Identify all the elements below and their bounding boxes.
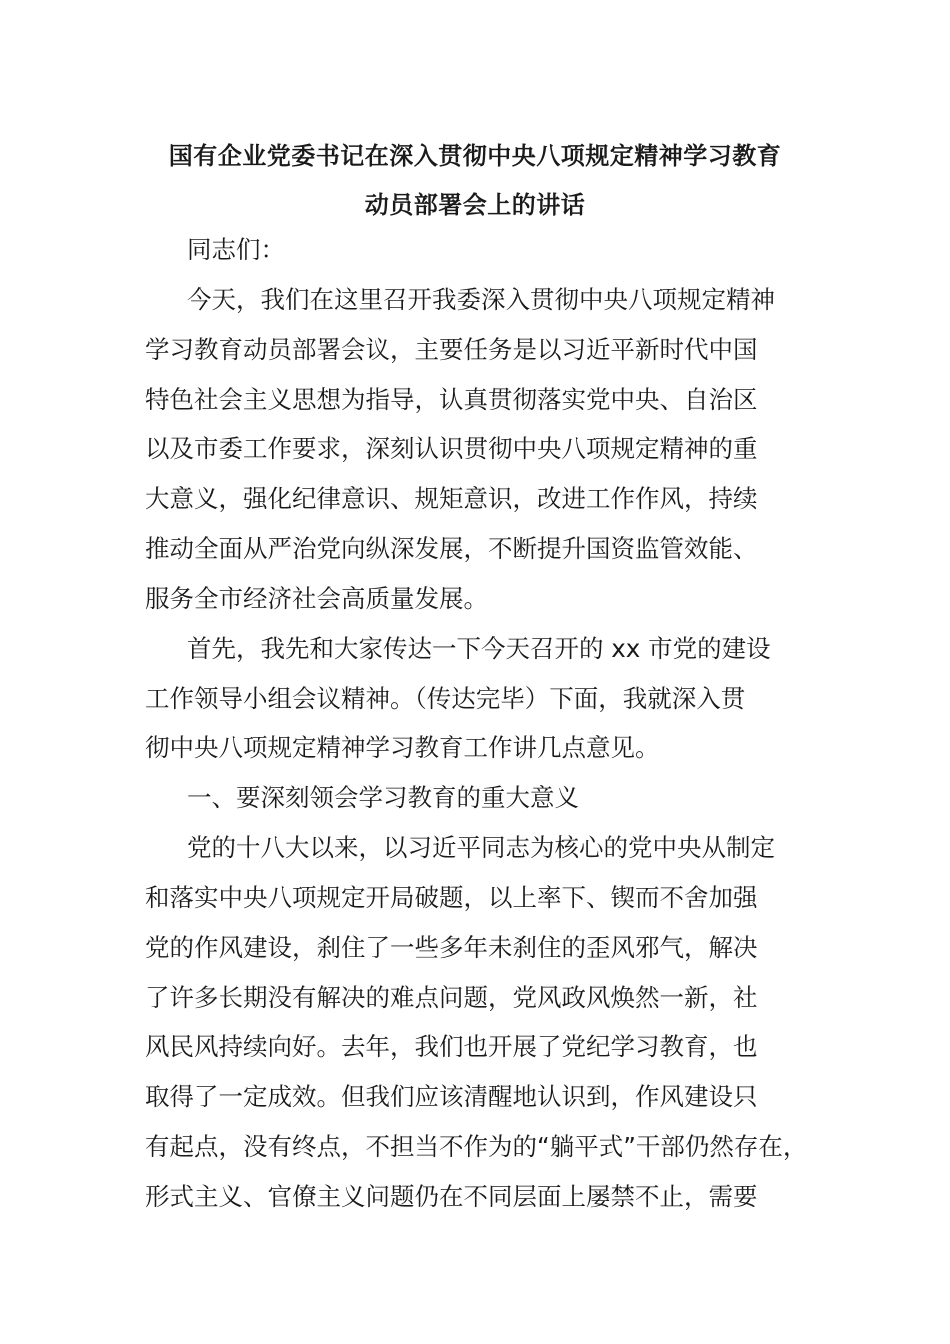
salutation: 同志们： bbox=[187, 235, 285, 264]
body-line: 形式主义、官僚主义问题仍在不同层面上屡禁不止，需要 bbox=[145, 1182, 758, 1211]
body-line: 党的十八大以来，以习近平同志为核心的党中央从制定 bbox=[187, 833, 775, 862]
document-title-line-1: 国有企业党委书记在深入贯彻中央八项规定精神学习教育 bbox=[168, 142, 782, 170]
body-line: 今天，我们在这里召开我委深入贯彻中央八项规定精神 bbox=[187, 285, 775, 314]
body-line: 特色社会主义思想为指导，认真贯彻落实党中央、自治区 bbox=[145, 385, 758, 414]
body-line: 以及市委工作要求，深刻认识贯彻中央八项规定精神的重 bbox=[145, 434, 758, 463]
body-line: 大意义，强化纪律意识、规矩意识，改进工作作风，持续 bbox=[145, 484, 758, 513]
body-line: 服务全市经济社会高质量发展。 bbox=[145, 584, 488, 613]
body-line: 和落实中央八项规定开局破题，以上率下、锲而不舍加强 bbox=[145, 883, 758, 912]
body-line: 风民风持续向好。去年，我们也开展了党纪学习教育，也 bbox=[145, 1032, 758, 1061]
body-line: 党的作风建设，刹住了一些多年未刹住的歪风邪气，解决 bbox=[145, 933, 758, 962]
body-line: 首先，我先和大家传达一下今天召开的 xx 市党的建设 bbox=[187, 634, 771, 663]
document-title-line-2: 动员部署会上的讲话 bbox=[364, 191, 586, 219]
body-line: 有起点，没有终点，不担当不作为的“躺平式”干部仍然存在， bbox=[145, 1132, 808, 1161]
body-line: 取得了一定成效。但我们应该清醒地认识到，作风建设只 bbox=[145, 1082, 758, 1111]
body-line: 工作领导小组会议精神。（传达完毕）下面，我就深入贯 bbox=[145, 684, 746, 713]
body-line: 彻中央八项规定精神学习教育工作讲几点意见。 bbox=[145, 733, 660, 762]
body-line: 了许多长期没有解决的难点问题，党风政风焕然一新，社 bbox=[145, 983, 758, 1012]
section-heading: 一、要深刻领会学习教育的重大意义 bbox=[187, 783, 579, 812]
body-line: 推动全面从严治党向纵深发展，不断提升国资监管效能、 bbox=[145, 534, 758, 563]
body-line: 学习教育动员部署会议，主要任务是以习近平新时代中国 bbox=[145, 335, 758, 364]
